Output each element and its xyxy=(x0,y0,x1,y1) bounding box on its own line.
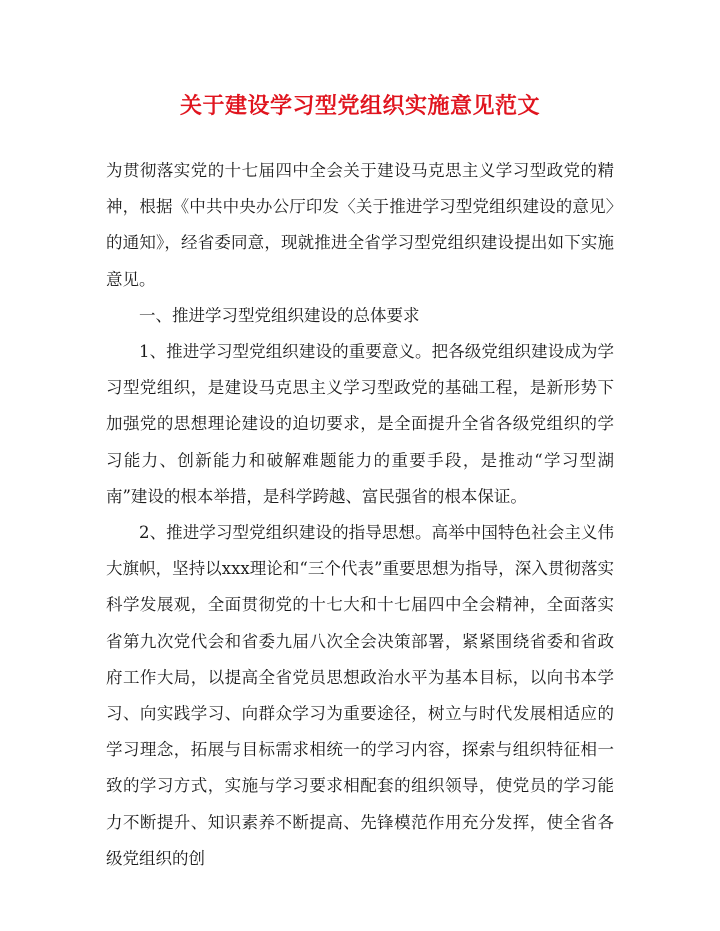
document-body xyxy=(106,153,614,877)
section-heading: 一、推进学习型党组织建设的总体要求 xyxy=(139,305,420,325)
document-title: 关于建设学习型党组织实施意见范文 xyxy=(179,93,540,119)
paragraph-guiding-ideology: 2、推进学习型党组织建设的指导思想。高举中国特色社会主义伟大旗帜，坚持以xxx理论和“三个代表”重要思想为指导，深入贯彻落实科学发展观，全面贯彻党的十七大和十七届四中全会精神，全面落实省第九次党代会和省委九届八次全会决策部署，紧紧围绕省委和省政府工作大局，以提高全省党员思想政治水平为基本目标，以向书本学习、向实践学习、向群众学习为重要途径，树立与时代发展相适应的学习理念，拓展与目标需求相统一的学习内容，探索与组织特征相一致的学习方式，实施与学习要求相配套的组织领导，使党员的学习能力不断提升、知识素养不断提高、先锋模范作用充分发挥，使全省各级党组织的创 xyxy=(106,523,614,868)
intro-paragraph: 为贯彻落实党的十七届四中全会关于建设马克思主义学习型政党的精神，根据《中共中央办公厅印发〈关于推进学习型党组织建设的意见〉的通知》，经省委同意，现就推进全省学习型党组织建设提出如下实施意见。 xyxy=(106,161,614,289)
paragraph-significance: 1、推进学习型党组织建设的重要意义。把各级党组织建设成为学习型党组织，是建设马克思主义学习型政党的基础工程，是新形势下加强党的思想理论建设的迫切要求，是全面提升全省各级党组织的学习能力、创新能力和破解难题能力的重要手段，是推动“学习型湖南”建设的根本举措，是科学跨越、富民强省的根本保证。 xyxy=(106,342,614,506)
